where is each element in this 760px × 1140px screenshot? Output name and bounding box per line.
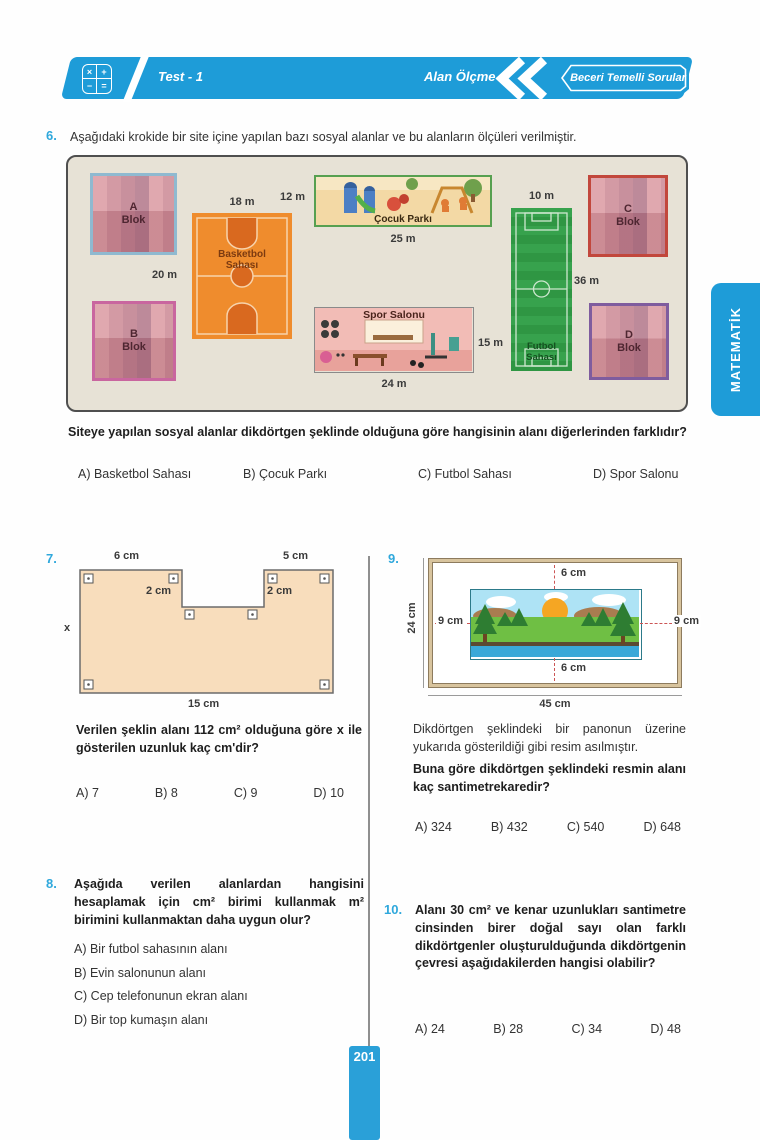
question-10-number: 10. xyxy=(384,902,403,917)
block-a-letter: A xyxy=(129,201,138,213)
q8-option-a: A) Bir futbol sahasının alanı xyxy=(74,942,228,956)
basketball-court-label: Basketbol Sahası xyxy=(218,249,266,271)
block-a xyxy=(90,173,177,255)
question-8-stem: Aşağıda verilen alanlardan hangisini hesaplamak için cm² birimi kullanmak m² birimini kullanmaktan daha uygun olur? xyxy=(74,877,364,927)
chevrons-icon xyxy=(492,57,550,100)
block-c-letter: C xyxy=(624,203,632,215)
dim-gym-height: 15 m xyxy=(478,337,504,349)
matematik-side-tab-label: MATEMATİK xyxy=(728,306,743,393)
q7-dim-notch-right: 2 cm xyxy=(267,585,293,597)
calculator-icon xyxy=(82,64,112,94)
calc-plus-glyph: + xyxy=(97,65,111,79)
question-9-number: 9. xyxy=(388,551,399,566)
dim-basketball-width: 18 m xyxy=(229,196,255,208)
gym xyxy=(314,307,474,373)
block-d-word: Blok xyxy=(617,341,641,354)
gym-label: Spor Salonu xyxy=(363,309,425,321)
q9-dim-frame-width: 45 cm xyxy=(539,698,571,710)
question-7-number: 7. xyxy=(46,551,57,566)
question-9-text: Dikdörtgen şeklindeki bir panonun üzerine yukarıda gösterildiği gibi resim asılmıştır. xyxy=(413,722,686,754)
q9-dim-left: 9 cm xyxy=(438,615,464,627)
calc-multiply-glyph: × xyxy=(83,65,97,79)
q7-figure xyxy=(78,565,335,695)
playground-label: Çocuk Parkı xyxy=(374,214,432,225)
q9-dim-top: 6 cm xyxy=(561,567,587,579)
question-6-stem: Siteye yapılan sosyal alanlar dikdörtgen şeklinde olduğuna göre hangisinin alanı diğerlerinden farklıdır? xyxy=(68,425,687,439)
q9-option-b: B) 432 xyxy=(490,820,528,834)
block-c-word: Blok xyxy=(616,216,640,228)
q10-option-a: A) 24 xyxy=(415,1022,445,1036)
column-divider xyxy=(368,556,370,1048)
matematik-side-tab xyxy=(711,283,760,416)
q7-dim-left: x xyxy=(64,622,71,634)
question-6-intro: Aşağıdaki krokide bir site içine yapılan bazı sosyal alanlar ve bu alanların ölçüleri verilmiştir. xyxy=(70,130,577,144)
calc-minus-glyph: − xyxy=(83,79,97,93)
q9-frame xyxy=(428,558,699,688)
q8-option-c: C) Cep telefonunun ekran alanı xyxy=(74,989,248,1003)
q9-dim-bottom: 6 cm xyxy=(561,662,587,674)
block-c xyxy=(588,175,668,257)
q9-picture xyxy=(470,589,642,660)
q9-height-measure-line xyxy=(423,558,424,688)
dim-playground-width: 25 m xyxy=(390,233,416,245)
block-d-letter: D xyxy=(625,328,633,341)
football-field xyxy=(511,208,572,371)
question-8-number: 8. xyxy=(46,876,57,891)
landscape-illustration xyxy=(471,590,639,657)
question-10-stem: Alanı 30 cm² ve kenar uzunlukları santimetre cinsinden birer doğal sayı olan farklı dikdörtgenler oluşturulduğunda dikdörtgenin çevresi aşağıdakilerden hangisi olabilir? xyxy=(415,903,686,971)
q6-option-b: B) Çocuk Parkı xyxy=(243,467,328,481)
q7-option-c: C) 9 xyxy=(233,786,258,800)
q9-dash-top xyxy=(554,565,555,589)
test-label: Test - 1 xyxy=(158,69,204,84)
q8-options xyxy=(74,942,248,1036)
q8-option-d: D) Bir top kumaşın alanı xyxy=(74,1012,209,1027)
q9-option-d: D) 648 xyxy=(643,820,681,834)
block-d xyxy=(589,303,669,380)
page-number-label: 201 xyxy=(353,1049,376,1064)
q9-dim-right: 9 cm xyxy=(673,615,699,627)
dim-football-height: 36 m xyxy=(574,275,600,287)
skill-badge xyxy=(556,59,690,97)
q7-option-a: A) 7 xyxy=(76,786,99,800)
block-b-word: Blok xyxy=(122,341,146,353)
q9-dim-frame-height: 24 cm xyxy=(406,602,418,634)
question-7-stem: Verilen şeklin alanı 112 cm² olduğuna göre x ile gösterilen uzunluk kaç cm'dir? xyxy=(76,723,362,755)
q10-option-d: D) 48 xyxy=(650,1022,681,1036)
q6-option-c: C) Futbol Sahası xyxy=(418,467,512,481)
basketball-court-illustration xyxy=(192,213,292,339)
q7-dim-bottom: 15 cm xyxy=(188,698,220,710)
block-a-word: Blok xyxy=(121,214,146,226)
dim-gym-width: 24 m xyxy=(381,378,407,390)
q7-option-d: D) 10 xyxy=(313,786,344,800)
block-b xyxy=(92,301,176,381)
site-diagram xyxy=(66,155,688,412)
basketball-court xyxy=(192,213,292,339)
skill-badge-label: Beceri Temelli Sorular xyxy=(570,72,686,84)
question-6-number: 6. xyxy=(46,128,57,143)
q10-options xyxy=(415,1022,681,1036)
header-bar xyxy=(52,55,694,102)
dim-playground-height: 12 m xyxy=(280,191,306,203)
calc-equals-glyph: = xyxy=(101,81,107,91)
dim-basketball-height: 20 m xyxy=(152,269,178,281)
q10-option-c: C) 34 xyxy=(571,1022,603,1036)
q9-options xyxy=(415,820,681,834)
q9-option-c: C) 540 xyxy=(566,820,605,834)
page-number-tab xyxy=(349,1046,380,1140)
q9-width-measure-line xyxy=(428,695,682,696)
q9-option-a: A) 324 xyxy=(415,820,452,834)
dim-football-width: 10 m xyxy=(528,190,555,202)
q6-option-d: D) Spor Salonu xyxy=(593,467,679,481)
q7-options xyxy=(76,786,344,800)
topic-label: Alan Ölçme xyxy=(424,69,496,84)
q9-panel xyxy=(432,562,699,684)
q8-option-b: B) Evin salonunun alanı xyxy=(74,965,207,980)
q9-dash-bottom xyxy=(554,658,555,681)
football-field-label: Futbol Sahası xyxy=(526,341,557,363)
playground xyxy=(314,175,492,227)
q6-option-a: A) Basketbol Sahası xyxy=(78,467,192,481)
q7-dim-top-left: 6 cm xyxy=(114,550,140,562)
question-9-stem: Buna göre dikdörtgen şeklindeki resmin alanı kaç santimetrekaredir? xyxy=(413,762,686,794)
q7-dim-notch-left: 2 cm xyxy=(146,585,172,597)
q10-option-b: B) 28 xyxy=(493,1022,524,1036)
block-b-letter: B xyxy=(130,328,138,340)
q7-option-b: B) 8 xyxy=(154,786,178,800)
q7-dim-top-right: 5 cm xyxy=(283,550,309,562)
